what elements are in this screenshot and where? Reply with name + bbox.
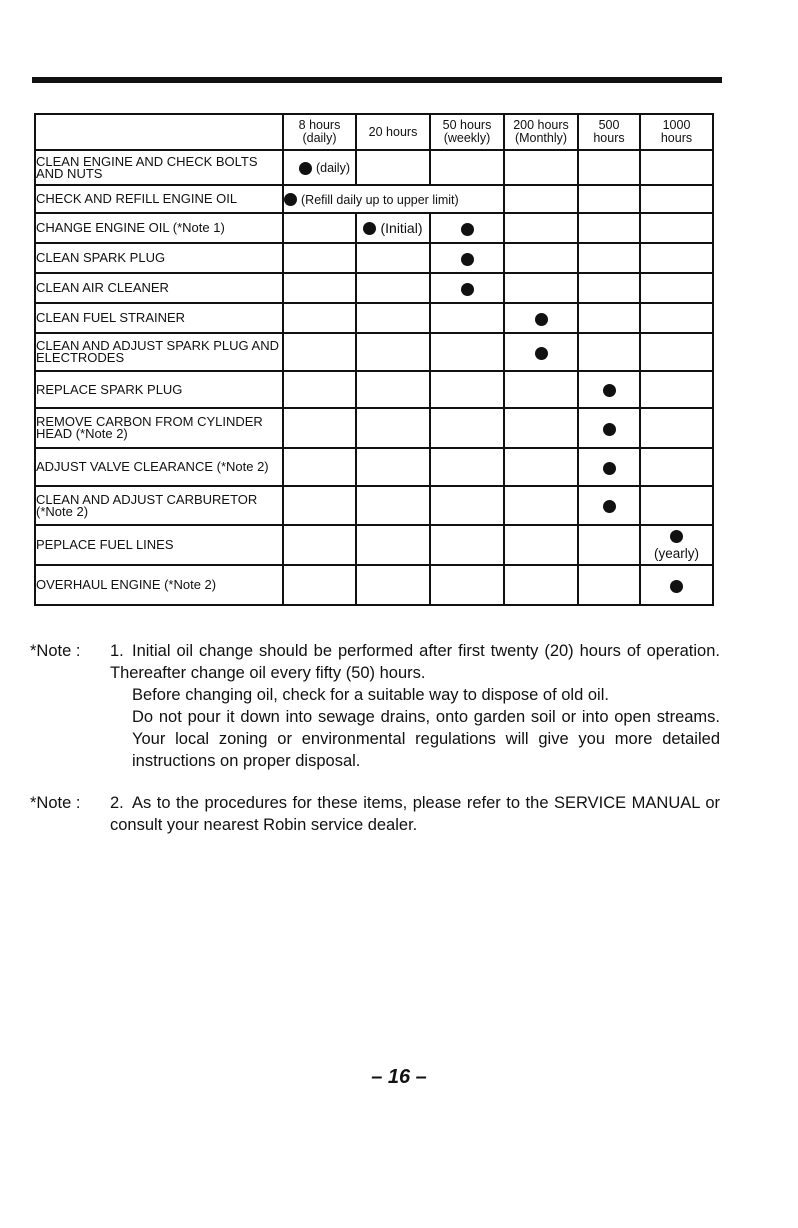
- table-row: [35, 486, 713, 525]
- column-header: 8 hours (daily): [283, 114, 356, 150]
- task-label: CHANGE ENGINE OIL (*Note 1): [35, 213, 283, 243]
- table-row: [35, 273, 713, 303]
- column-header: 200 hours (Monthly): [504, 114, 578, 150]
- column-header: 20 hours: [356, 114, 430, 150]
- table-row: [35, 243, 713, 273]
- column-header: 1000 hours: [640, 114, 713, 150]
- table-row: [35, 371, 713, 408]
- task-label: CLEAN AND ADJUST SPARK PLUG AND ELECTRODES: [35, 333, 283, 371]
- table-row: [35, 525, 713, 565]
- table-row: [35, 185, 713, 213]
- task-label: REPLACE SPARK PLUG: [35, 371, 283, 408]
- bullet-icon: [535, 313, 548, 326]
- bullet-icon: [670, 580, 683, 593]
- task-header-cell: [35, 114, 283, 150]
- bullet-icon: [670, 530, 683, 543]
- header-row: [35, 114, 713, 150]
- bullet-icon: [603, 500, 616, 513]
- mark-cell: [640, 565, 713, 605]
- table-row: [35, 448, 713, 486]
- task-label: CLEAN AND ADJUST CARBURETOR (*Note 2): [35, 486, 283, 525]
- bullet-icon: [461, 223, 474, 236]
- mark-cell: [504, 303, 578, 333]
- mark-cell: [578, 448, 640, 486]
- task-label: CLEAN ENGINE AND CHECK BOLTS AND NUTS: [35, 150, 283, 185]
- notes-section: [30, 640, 720, 856]
- page-number: – 16 –: [371, 1066, 427, 1088]
- mark-cell: (Initial): [356, 213, 430, 243]
- task-label: CLEAN AIR CLEANER: [35, 273, 283, 303]
- mark-cell: [430, 213, 504, 243]
- note-paragraph: Do not pour it down into sewage drains, onto garden soil or into open streams. Your local zoning or environmental regulations will give you more detailed instructions on proper disposal.: [132, 708, 720, 770]
- table-row: [35, 150, 713, 185]
- column-header: 50 hours (weekly): [430, 114, 504, 150]
- table-row: [35, 565, 713, 605]
- mark-cell: [578, 408, 640, 448]
- note-1: [30, 640, 720, 772]
- column-header: 500 hours: [578, 114, 640, 150]
- task-label: CLEAN FUEL STRAINER: [35, 303, 283, 333]
- table-row: [35, 408, 713, 448]
- note-paragraph: Before changing oil, check for a suitable way to dispose of old oil.: [132, 686, 609, 704]
- task-label: ADJUST VALVE CLEARANCE (*Note 2): [35, 448, 283, 486]
- mark-cell: [578, 486, 640, 525]
- bullet-icon: [603, 384, 616, 397]
- top-rule: [32, 77, 722, 83]
- task-label: CLEAN SPARK PLUG: [35, 243, 283, 273]
- bullet-icon: [603, 462, 616, 475]
- note-tag: *Note :: [30, 642, 81, 660]
- note-paragraph: 1. Initial oil change should be performed after first twenty (20) hours of operation. Thereafter change oil every fifty (50) hours.: [110, 642, 720, 682]
- table-row: [35, 303, 713, 333]
- bullet-icon: [535, 347, 548, 360]
- task-label: CHECK AND REFILL ENGINE OIL: [35, 185, 283, 213]
- table-row: [35, 333, 713, 371]
- bullet-icon: [461, 253, 474, 266]
- bullet-icon: [284, 193, 297, 206]
- mark-cell: (daily): [283, 150, 356, 185]
- maintenance-schedule-table: [34, 113, 714, 606]
- task-label: REMOVE CARBON FROM CYLINDER HEAD (*Note 2): [35, 408, 283, 448]
- bullet-icon: [299, 162, 312, 175]
- table-row: [35, 213, 713, 243]
- mark-cell: (yearly): [640, 525, 713, 565]
- bullet-icon: [461, 283, 474, 296]
- task-label: PEPLACE FUEL LINES: [35, 525, 283, 565]
- note-paragraph: 2. As to the procedures for these items, please refer to the SERVICE MANUAL or consult your nearest Robin service dealer.: [110, 794, 720, 834]
- mark-cell: [504, 333, 578, 371]
- bullet-icon: [603, 423, 616, 436]
- bullet-icon: [363, 222, 376, 235]
- note-tag: *Note :: [30, 794, 81, 812]
- mark-cell: [430, 273, 504, 303]
- mark-cell: [578, 371, 640, 408]
- mark-cell: [430, 243, 504, 273]
- task-label: OVERHAUL ENGINE (*Note 2): [35, 565, 283, 605]
- mark-cell-span: (Refill daily up to upper limit): [283, 185, 504, 213]
- note-2: [30, 792, 720, 836]
